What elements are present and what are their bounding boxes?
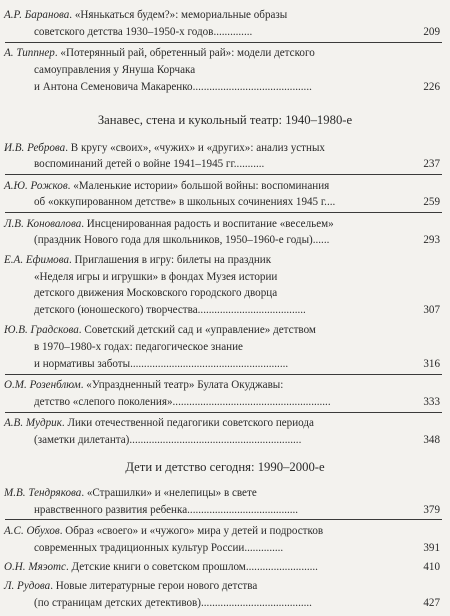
entry-line <box>34 502 298 519</box>
entry-line: М.В. Тендрякова. «Страшилки» и «нелепицы» в свете <box>4 486 257 499</box>
entry-author: Л.В. Коновалова <box>4 217 82 230</box>
entry-line: Л. Рудова. Новые литературные герои нового детства <box>4 580 258 593</box>
entry-title: (заметки дилетанта) <box>34 433 130 446</box>
dot-leader: ....................................... <box>197 304 306 316</box>
entry-title: «Маленькие истории» большой войны: воспоминания <box>73 179 330 192</box>
entry-author: М.В. Тендрякова <box>4 486 82 499</box>
entry-page-number: 237 <box>423 158 440 171</box>
dot-leader: ......................................................... <box>130 357 289 370</box>
entry-title: «Потерянный рай, обретенный рай»: модели детского <box>60 47 315 59</box>
entry-page-number: 307 <box>423 304 440 316</box>
entry-page-number: 391 <box>423 541 440 554</box>
dot-leader: .... <box>324 196 336 209</box>
entry-page-number: 209 <box>423 25 440 38</box>
entry-title: Детские книги о советском прошлом <box>71 561 246 573</box>
entry-page-number: 259 <box>423 196 440 209</box>
entry-line: О.М. Розенблюм. «Упраздненный театр» Булата Окуджавы: <box>4 379 284 392</box>
entry-page-number: 226 <box>423 80 440 93</box>
entry-line <box>34 269 277 286</box>
entry-title: Советский детский сад и «управление» детством <box>84 324 316 337</box>
entry-divider <box>5 174 442 175</box>
entry-line: Л.В. Коновалова. Инсценированная радость и воспитание «весельем» <box>4 217 334 230</box>
entry-divider <box>5 212 442 213</box>
entry-line: Ю.В. Градскова. Советский детский сад и «управление» детством <box>4 324 316 337</box>
entry-line <box>34 24 252 41</box>
entry-author: А.Р. Баранова <box>4 9 70 22</box>
entry-title: (по страницам детских детективов) <box>34 597 201 610</box>
entry-title: Лики отечественной педагогики советского периода <box>67 417 314 430</box>
entry-line <box>34 595 312 612</box>
entry-page-number: 410 <box>423 561 440 573</box>
dot-leader: .............................................................. <box>129 433 302 446</box>
entry-title: и Антона Семеновича Макаренко <box>34 80 193 93</box>
dot-leader: .......................... <box>245 561 318 573</box>
entry-title: детского движения Московского городского дворца <box>34 287 278 300</box>
entry-page-number: 316 <box>423 357 440 370</box>
section-heading: Занавес, стена и кукольный театр: 1940–1980-е <box>97 113 353 128</box>
entry-title: «Неделя игры и игрушки» в фондах Музея истории <box>34 270 278 283</box>
entry-line <box>34 356 288 373</box>
entry-line <box>34 194 335 211</box>
entry-author: Е.А. Ефимова <box>4 253 69 266</box>
entry-line <box>34 285 277 302</box>
entry-author: О.М. Розенблюм <box>4 379 81 392</box>
entry-line: А.В. Мудрик. Лики отечественной педагогики советского периода <box>4 417 314 430</box>
entry-title: Новые литературные герои нового детства <box>55 580 258 593</box>
entry-author: А. Типпнер <box>4 47 55 59</box>
dot-leader: ......................................................... <box>172 395 331 408</box>
entry-line <box>34 540 283 557</box>
entry-page-number: 333 <box>423 395 440 408</box>
entry-divider <box>5 412 442 413</box>
dot-leader: ........................................ <box>201 597 312 610</box>
dot-leader: ........................................ <box>187 503 299 516</box>
dot-leader: .............. <box>244 541 284 554</box>
entry-line <box>34 432 301 449</box>
entry-divider <box>5 374 442 375</box>
entry-title: В кругу «своих», «чужих» и «других»: анализ устных <box>70 141 325 154</box>
entry-page-number: 427 <box>423 597 440 610</box>
entry-line <box>34 62 195 79</box>
entry-title: современных традиционных культур России <box>34 541 245 554</box>
entry-line: А.Р. Баранова. «Нянькаться будем?»: мемориальные образы <box>4 9 288 22</box>
entry-title: и нормативы заботы <box>34 357 131 370</box>
entry-divider <box>5 42 442 43</box>
entry-line <box>34 156 264 173</box>
entry-line <box>34 339 243 356</box>
entry-title: (праздник Нового года для школьников, 1950–1960-е годы) <box>34 234 313 247</box>
entry-line <box>34 79 312 96</box>
entry-author: А.Ю. Рожков <box>4 179 68 192</box>
entry-line <box>34 232 329 249</box>
entry-author: А.В. Мудрик <box>4 417 62 430</box>
dot-leader: ........................................... <box>192 80 312 93</box>
entry-title: «Нянькаться будем?»: мемориальные образы <box>74 9 288 22</box>
entry-title: «Страшилки» и «нелепицы» в свете <box>86 486 257 499</box>
entry-line <box>34 394 331 411</box>
entry-author: И.В. Реброва <box>4 141 66 154</box>
entry-title: в 1970–1980-х годах: педагогическое знание <box>34 341 243 354</box>
entry-title: советского детства 1930–1950-х годов <box>34 25 214 38</box>
entry-divider <box>5 519 442 520</box>
entry-page-number: 348 <box>423 433 440 446</box>
entry-title: детство «слепого поколения» <box>34 395 173 408</box>
entry-title: нравственного развития ребенка <box>34 503 188 516</box>
entry-line: Е.А. Ефимова. Приглашения в игру: билеты на праздник <box>4 253 272 266</box>
entry-title: об «оккупированном детстве» в школьных сочинениях 1945 г <box>34 196 325 209</box>
entry-line: И.В. Реброва. В кругу «своих», «чужих» и «других»: анализ устных <box>4 141 325 154</box>
entry-page-number: 379 <box>423 503 440 516</box>
entry-title: самоуправления у Януша Корчака <box>34 63 196 76</box>
entry-line: А.С. Обухов. Образ «своего» и «чужого» мира у детей и подростков <box>4 524 324 537</box>
entry-line: А. Типпнер. «Потерянный рай, обретенный рай»: модели детского <box>4 47 315 59</box>
entry-title: Приглашения в игру: билеты на праздник <box>74 253 272 266</box>
dot-leader: ...... <box>312 234 330 247</box>
entry-author: Ю.В. Градскова <box>4 324 79 337</box>
entry-line: А.Ю. Рожков. «Маленькие истории» большой войны: воспоминания <box>4 179 330 192</box>
section-heading: Дети и детство сегодня: 1990–2000-е <box>125 460 325 475</box>
entry-author: О.Н. Мяэотс <box>4 561 66 573</box>
entry-title: «Упраздненный театр» Булата Окуджавы: <box>86 379 284 392</box>
dot-leader: ........... <box>233 158 265 171</box>
entry-title: Инсценированная радость и воспитание «весельем» <box>86 217 334 230</box>
entry-author: А.С. Обухов <box>4 524 60 537</box>
entry-author: Л. Рудова <box>4 580 51 593</box>
entry-title: воспоминаний детей о войне 1941–1945 гг <box>34 158 234 171</box>
entry-page-number: 293 <box>423 234 440 247</box>
entry-title: Образ «своего» и «чужого» мира у детей и подростков <box>65 524 324 537</box>
dot-leader: .............. <box>213 25 253 38</box>
entry-title: детского (юношеского) творчества <box>34 304 198 316</box>
entry-line <box>34 302 306 319</box>
entry-line: О.Н. Мяэотс. Детские книги о советском прошлом.......................... <box>4 561 318 573</box>
